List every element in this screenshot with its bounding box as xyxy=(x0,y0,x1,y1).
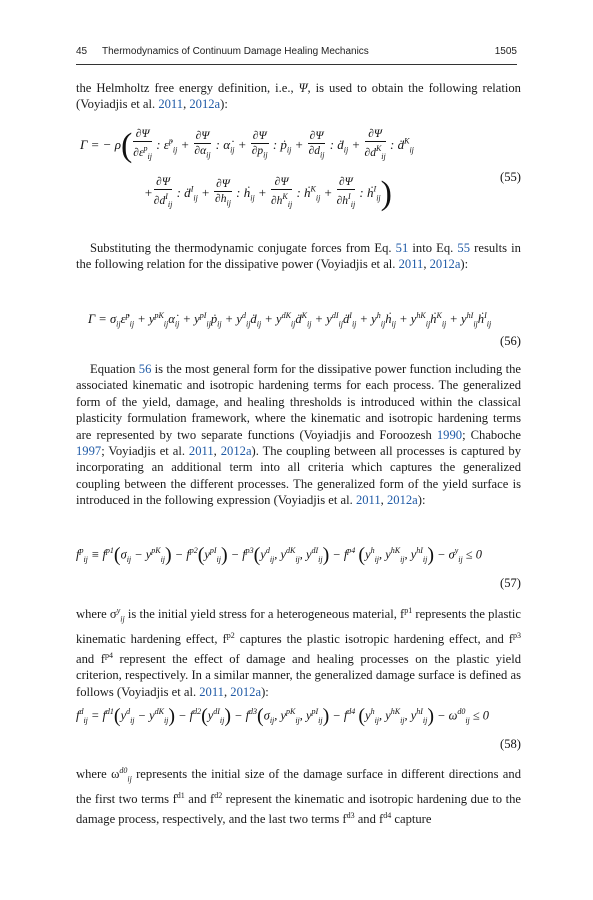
text: ): xyxy=(460,257,469,272)
psi-symbol: Ψ xyxy=(298,81,308,95)
text: Equation xyxy=(90,362,139,376)
citation-link[interactable]: 1990 xyxy=(436,427,463,442)
text: into Eq. xyxy=(408,241,458,255)
equation-ref-link[interactable]: 56 xyxy=(138,362,152,376)
text: results in the following relation for the dissipative power (Voyiadjis et al. xyxy=(76,241,521,272)
citation-link[interactable]: 2011 xyxy=(188,444,214,459)
paragraph-5: where $\omega^{d0}_{ij}$ represents the initial size of the damage surface in different directions and the first two terms $f^{d1}$ and $f^{d2}$ represent the kinematic and isotropic hardening due to the damage process, respectively, and the last two terms $f^{d3}$ and $f^{d4}$ capture xyxy=(76,766,521,826)
equation-58: $f^d_{ij} = f^{d1}(y^d_{ij} - y^{dK}_{ij}) - f^{d2}(y^{dI}_{ij}) - f^{d3}(\sigma_{ij}$, $y^{pK}_{ij}$, $y^{pI}_{ij}) - f^{d4}$ ($y^h_{ij}$, $y^{hK}_{ij}$, $y^{hI}_{ij}) - \omega^{d0}_{ij} \le 0$ xyxy=(76,705,489,727)
text: Substituting the thermodynamic conjugate forces from Eq. xyxy=(90,241,396,255)
citation-link[interactable]: 2012a xyxy=(230,684,262,699)
text: , is used to obtain the following relation (Voyiadjis et al. xyxy=(76,81,521,112)
paragraph-4: where $\sigma^y_{ij}$ is the initial yield stress for a heterogeneous material, $f^{p1}$ represents the plastic kinematic hardening effect, $f^{p2}$ captures the plastic isotropic hardening effect, and $f^{p3}$ and $f^{p4}$ represent the effect of damage and healing processes on the plastic yield criterion, respectively. In a similar manner, the generalized damage surface is defined as follows (Voyiadjis et al. 2011, 2012a): xyxy=(76,606,521,699)
equation-ref-link[interactable]: 51 xyxy=(395,241,409,255)
citation-link[interactable]: 2012a xyxy=(189,97,221,112)
text: represent the effect of damage and healing processes on the plastic yield criterion, respectively. In a similar manner, the generalized damage surface is defined as follows (Voyiadjis et al. xyxy=(76,651,521,699)
text: where ω xyxy=(76,767,120,782)
chapter-number: 45 xyxy=(76,46,88,57)
text: the Helmholtz free energy definition, i.e., xyxy=(76,81,299,95)
chapter-title: Thermodynamics of Continuum Damage Healing Mechanics xyxy=(102,46,369,57)
text: represents the initial size of the damage surface in different directions and the first two terms f xyxy=(76,767,521,807)
paragraph-3 xyxy=(76,361,521,509)
text: represents the plastic kinematic hardening effect, f xyxy=(76,607,521,647)
text: , xyxy=(183,97,190,112)
text: ; Chaboche xyxy=(462,427,521,442)
text: and f xyxy=(76,651,105,666)
citation-link[interactable]: 1997 xyxy=(76,444,102,459)
citation-link[interactable]: 2011 xyxy=(355,493,381,508)
text: captures the plastic isotropic hardening effect, and f xyxy=(234,632,513,647)
running-header xyxy=(76,46,517,60)
text: is the initial yield stress for a heterogeneous material, f xyxy=(124,607,405,622)
text: and f xyxy=(354,811,384,826)
equation-number-58: (58) xyxy=(500,737,521,751)
equation-ref-link[interactable]: 55 xyxy=(457,241,471,255)
citation-link[interactable]: 2011 xyxy=(398,257,424,272)
text: capture xyxy=(391,811,432,826)
header-rule xyxy=(76,64,517,65)
text: represent the kinematic and isotropic hardening due to the damage process, respectively, and the last two terms f xyxy=(76,792,521,826)
equation-55-line-2: + $\frac{\partial\Psi}{\partial d^I_{ij}}$ : ḋ$^I_{ij}$ + $\frac{\partial\Psi}{\partial h_{ij}}$ : ḣ$_{ij}$ + $\frac{\partial\Psi}{\partial h^K_{ij}}$ : ḣ$^K_{ij}$ + $\frac{\partial\Psi}{\partial h^I_{ij}}$ : ḣ$^I_{ij}$) xyxy=(144,175,392,213)
paragraph-2 xyxy=(76,240,521,273)
equation-number-56: (56) xyxy=(500,334,521,348)
text: ): xyxy=(220,97,228,112)
equation-56: $\Gamma = \sigma_{ij}\varepsiloṅ^p_{ij}$ + $y^{pK}_{ij}\alphȧ_{ij}$ + $y^{pI}_{ij}ṗ_{ij}$ + $y^d_{ij}ḋ_{ij}$ + $y^{dK}_{ij}ḋ^K_{ij}$ + $y^{dI}_{ij}ḋ^I_{ij}$ + $y^h_{ij}ḣ_{ij}$ + $y^{hK}_{ij}ḣ^K_{ij}$ + $y^{hI}_{ij}ḣ^I_{ij}$ xyxy=(88,311,492,329)
citation-link[interactable]: 2012a xyxy=(220,444,252,459)
text: ; Voyiadjis et al. xyxy=(101,444,189,459)
citation-link[interactable]: 2011 xyxy=(199,684,224,699)
equation-57: $f^p_{ij} \equiv f^{p1}(\sigma_{ij} - y^{pK}_{ij}) - f^{p2}(y^{pI}_{ij}) - f^{p3}(y^d_{ij}$, $y^{dK}_{ij}$, $y^{dI}_{ij}) - f^{p4}$ ($y^h_{ij}$, $y^{hK}_{ij}$, $y^{hI}_{ij}) - \sigma^y_{ij} \le 0$ xyxy=(76,544,482,566)
text: is the most general form for the dissipative power function including the associated kinematic and isotropic hardening terms for each process. The generalized form of the yield, damage, and healing thresholds is introduced within the classical plasticity formulation framework, where the kinematic and isotropic hardening terms are represented by two separate functions (Voyiadjis and Foroozesh xyxy=(76,362,521,442)
text: , xyxy=(213,444,221,459)
text: and f xyxy=(184,792,215,807)
citation-link[interactable]: 2012a xyxy=(429,257,461,272)
citation-link[interactable]: 2011 xyxy=(158,97,184,112)
text: ): xyxy=(417,493,426,508)
text: , xyxy=(223,684,231,699)
equation-number-57: (57) xyxy=(500,576,521,590)
citation-link[interactable]: 2012a xyxy=(386,493,418,508)
text: , xyxy=(380,493,387,508)
text: ). The coupling between all processes is captured by incorporating an additional term into all criteria which captures the generalized coupling between the different processes. The generalized form of the yield surface is introduced in the following expression (Voyiadjis et al. xyxy=(76,444,522,508)
equation-number-55: (55) xyxy=(500,170,521,184)
text: , xyxy=(423,257,430,272)
text: where σ xyxy=(76,607,117,622)
page-number: 1505 xyxy=(494,46,517,57)
equation-55-line-1: Γ = − ρ( $\frac{\partial\Psi}{\partial\varepsilon^p_{ij}}$ : ε̇$^p_{ij}$ + $\frac{\partial\Psi}{\partial\alpha_{ij}}$ : $\alphȧ_{ij}$ + $\frac{\partial\Psi}{\partial p_{ij}}$ : ṗ$_{ij}$ + $\frac{\partial\Psi}{\partial d_{ij}}$ : ḋ$_{ij}$ + $\frac{\partial\Psi}{\partial d^K_{ij}}$ : ḋ$^K_{ij}$ xyxy=(80,127,414,165)
paragraph-1 xyxy=(76,80,521,113)
text: ): xyxy=(261,684,269,699)
